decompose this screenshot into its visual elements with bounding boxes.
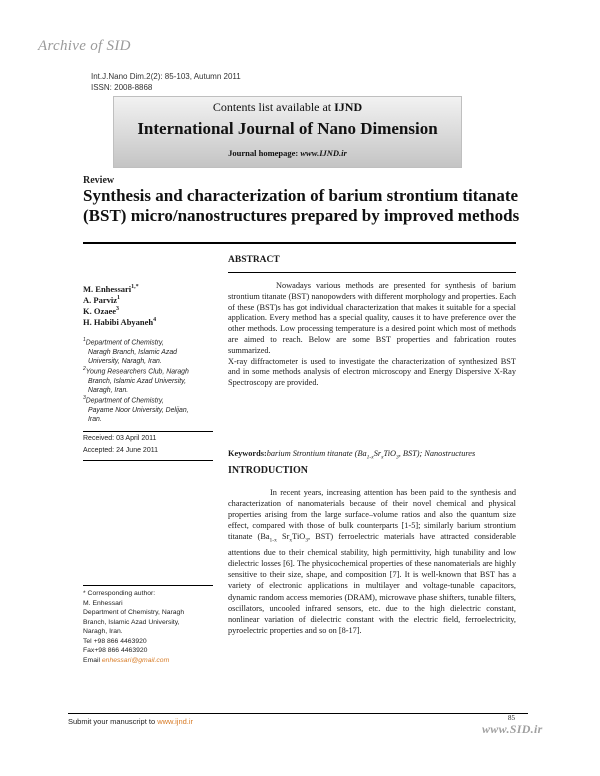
keywords: Keywords:barium Strontium titanate ($Ba_{1-x}Sr_xTiO_3$, BST); Nanostructures	[228, 449, 476, 461]
footer-site-link[interactable]: www.ijnd.ir	[157, 717, 194, 726]
affiliation-rule	[83, 431, 213, 432]
introduction-paragraph: In recent years, increasing attention has been paid to the synthesis and characterization of nanomaterials because of their novel chemical and physical properties arising from the large surface–volume ratios and also the quantum size effect, compared with those of bulk counterparts [1-5]; similarly barium strontium titanate ($Ba_{1-x}$ $Sr_xTiO_3$, BST) ferroelectric materials have attracted considerable attentions due to their chemical stability, high permittivity, high tunability and low dielectric losses [6]. The physicochemical properties of these nanomaterials are highly sensitive to their size, shape, and composition [7]. It is well-known that BST has a variety of electronic applications in multilayer and voltage-tunable capacitors, dynamic random access memories (DRAM), microwave phase shifters, tunable filters, oscillators, uncooled infrared sensors, etc. due to the high dielectric constant, nonlinear variation of dielectric constant with the electric field, ferroelectricity, pyroelectric properties and so on [8-17].	[228, 488, 516, 635]
email-link[interactable]: enhessari@gmail.com	[101, 656, 170, 664]
corresponding-email: Email enhessari@gmail.com	[83, 656, 170, 664]
corresponding-tel: Tel +98 866 4463920	[83, 637, 147, 645]
footer-submit: Submit your manuscript to www.ijnd.ir	[68, 717, 194, 726]
corresponding-fax: Fax+98 866 4463920	[83, 647, 148, 654]
affiliation-2: $^2$Young Researchers Club, Naragh Branch, Islamic Azad University, Naragh, Iran.	[83, 366, 189, 394]
journal-homepage	[114, 148, 461, 158]
journal-banner	[113, 96, 462, 168]
homepage-link[interactable]: www.IJND.ir	[300, 148, 347, 158]
abstract-heading: ABSTRACT	[228, 255, 280, 265]
affiliation-3: $^3$Department of Chemistry, Payame Noor University, Delijan, Iran.	[83, 395, 189, 423]
abstract-paragraph-1: Nowadays various methods are presented for synthesis of barium strontium titanate (BST) nanopowders with different morphology and properties. Each of these (BST)s has got individual characterization that makes it suitable for a special application. Every method has a special quality, causes it to have preference over the other methods. Low processing temperature is a desired point which most of methods are aimed to reach. Below are some BST properties and fabrication routes summarized.	[228, 281, 516, 355]
corresponding-rule	[83, 585, 213, 586]
title-divider	[83, 242, 516, 244]
author-2: A. Parviz$^1$	[83, 294, 120, 305]
corresponding-heading: * Corresponding author:	[83, 590, 156, 597]
abstract-paragraph-2: X-ray diffractometer is used to investigate the characterization of synthesized BST and in some methods analysis of electron microscopy and Energy Dispersive X-Ray Spectroscopy are provided.	[228, 356, 516, 388]
footer-sid-watermark: www.SID.ir	[482, 722, 543, 736]
received-date: Received: 03 April 2011	[83, 435, 157, 442]
abstract-body	[228, 281, 516, 389]
author-4: H. Habibi Abyaneh$^4$	[83, 316, 157, 327]
introduction-heading: INTRODUCTION	[228, 465, 309, 476]
journal-issn: ISSN: 2008-8868	[91, 83, 153, 92]
title-line-1: Synthesis and characterization of barium strontium titanate	[83, 186, 519, 205]
contents-list-line	[114, 100, 461, 115]
affiliation-1: $^1$Department of Chemistry, Naragh Branch, Islamic Azad University, Naragh, Iran.	[83, 337, 177, 365]
title-line-2: (BST) micro/nanostructures prepared by improved methods	[83, 206, 520, 225]
abstract-rule	[228, 272, 516, 273]
page-number: 85	[508, 714, 515, 722]
corresponding-name: M. Enhessari	[83, 599, 123, 607]
contents-journal-abbrev: IJND	[334, 100, 363, 114]
accepted-date: Accepted: 24 June 2011	[83, 447, 158, 454]
author-1: M. Enhessari$^{1,*}$	[83, 283, 139, 294]
introduction-body	[228, 487, 516, 636]
archive-watermark: Archive of SID	[38, 38, 131, 54]
journal-citation: Int.J.Nano Dim.2(2): 85-103, Autumn 2011	[91, 72, 241, 81]
corresponding-author: * Corresponding author: M. Enhessari Department of Chemistry, Naragh Branch, Islamic Azad University, Naragh, Iran. Tel +98 866 4463920 Fax+98 866 4463920 Email enhessari@gmail.com	[83, 589, 223, 665]
article-title	[83, 186, 523, 226]
author-3: K. Ozaee$^3$	[83, 305, 120, 316]
article-type: Review	[83, 175, 115, 186]
dates-rule	[83, 460, 213, 461]
journal-title: International Journal of Nano Dimension	[137, 119, 438, 138]
contents-prefix: Contents list available at	[212, 100, 332, 114]
footer-rule	[68, 713, 528, 714]
homepage-label: Journal homepage:	[228, 148, 299, 158]
